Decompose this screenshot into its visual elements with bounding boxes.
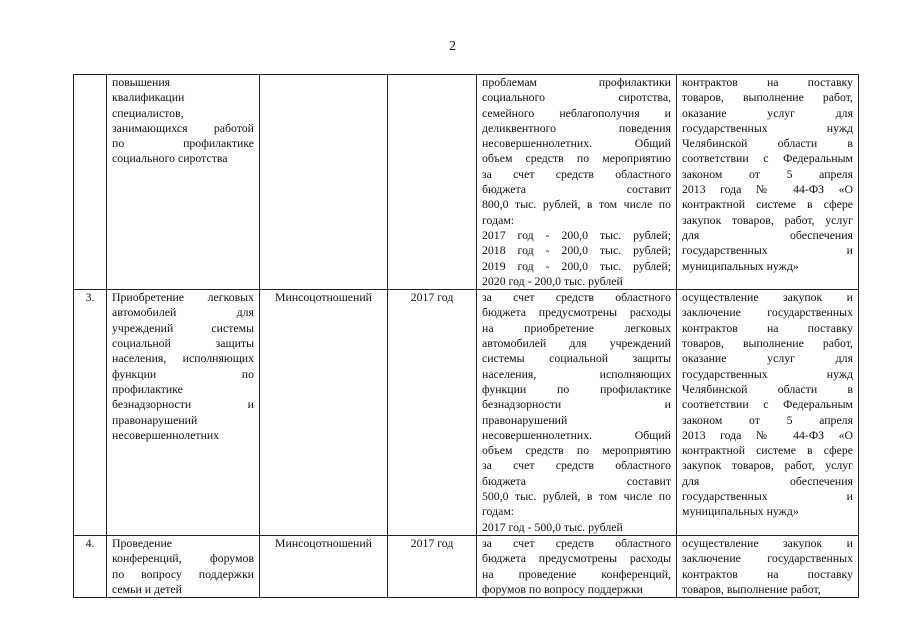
measure-name-cell xyxy=(107,535,260,597)
row-number-cell xyxy=(74,75,107,290)
cell-line: закупок товаров, работ, услуг xyxy=(682,458,853,473)
cell-line: деликвентного поведения xyxy=(482,120,671,135)
cell-line: семьи и детей xyxy=(112,581,182,596)
cell-line: автомобилей для учреждений xyxy=(482,336,671,351)
cell-line: профилактике xyxy=(112,381,183,396)
financing-cell xyxy=(477,75,677,290)
cell-line: системы социальной защиты xyxy=(482,351,671,366)
table-row xyxy=(74,290,859,536)
cell-line: Челябинской области в xyxy=(682,381,853,396)
cell-line: бюджета предусмотрены расходы xyxy=(482,551,671,566)
cell-line: за счет средств областного xyxy=(482,166,671,181)
cell-line: конференций, форумов xyxy=(112,551,254,566)
cell-line: Проведение xyxy=(112,535,172,550)
cell-line: функции по xyxy=(112,366,254,381)
cell-line: правонарушений xyxy=(112,412,198,427)
row-number-cell: 4. xyxy=(74,535,107,597)
cell-line: контрактной системе в сфере xyxy=(682,443,853,458)
cell-line: государственных и xyxy=(682,243,853,258)
cell-line: заключение государственных xyxy=(682,551,853,566)
cell-line: контрактов на поставку xyxy=(682,566,853,581)
cell-line: квалификации xyxy=(112,90,185,105)
cell-line: по вопросу поддержки xyxy=(112,566,254,581)
cell-line: по профилактике xyxy=(112,136,254,151)
cell-line: государственных нужд xyxy=(682,366,853,381)
cell-line: повышения xyxy=(112,75,171,89)
cell-line: безнадзорности и xyxy=(112,397,254,412)
cell-line: форумов по вопросу поддержки xyxy=(482,581,643,596)
table-row xyxy=(74,75,859,290)
cell-line: оказание услуг для xyxy=(682,351,853,366)
cell-line: социального сиротства, xyxy=(482,90,671,105)
cell-line: несовершеннолетних. Общий xyxy=(482,427,671,442)
measure-name-cell xyxy=(107,290,260,536)
cell-line: безнадзорности и xyxy=(482,397,671,412)
cell-line: для обеспечения xyxy=(682,473,853,488)
cell-line: заключение государственных xyxy=(682,305,853,320)
executor-cell xyxy=(260,75,388,290)
cell-line: 2013 года № 44-ФЗ «О xyxy=(682,182,853,197)
cell-line: несовершеннолетних xyxy=(112,427,220,442)
term-cell: 2017 год xyxy=(388,290,477,536)
measures-table xyxy=(73,74,859,598)
cell-line: государственных и xyxy=(682,489,853,504)
cell-line: годам: xyxy=(482,504,515,519)
cell-line: осуществление закупок и xyxy=(682,535,853,550)
cell-line: контрактов на поставку xyxy=(682,75,853,89)
cell-line: учреждений системы xyxy=(112,320,254,335)
term-cell xyxy=(388,75,477,290)
cell-line: государственных нужд xyxy=(682,120,853,135)
cell-line: специалистов, xyxy=(112,105,184,120)
cell-line: бюджета составит xyxy=(482,473,671,488)
procurement-cell xyxy=(677,75,859,290)
cell-line: социальной защиты xyxy=(112,336,254,351)
executor-cell: Минсоцотношений xyxy=(260,290,388,536)
cell-line: населения, исполняющих xyxy=(482,366,671,381)
cell-line: товаров, выполнение работ, xyxy=(682,581,821,596)
cell-line: соответствии с Федеральным xyxy=(682,151,853,166)
measure-name-cell xyxy=(107,75,260,290)
cell-line: муниципальных нужд» xyxy=(682,504,799,519)
cell-line: на приобретение легковых xyxy=(482,320,671,335)
cell-line: 2018 год - 200,0 тыс. рублей; xyxy=(482,243,671,258)
cell-line: за счет средств областного xyxy=(482,458,671,473)
cell-line: за счет средств областного xyxy=(482,535,671,550)
cell-line: соответствии с Федеральным xyxy=(682,397,853,412)
procurement-cell xyxy=(677,535,859,597)
cell-line: Челябинской области в xyxy=(682,136,853,151)
cell-line: за счет средств областного xyxy=(482,290,671,305)
cell-line: бюджета предусмотрены расходы xyxy=(482,305,671,320)
cell-line: занимающихся работой xyxy=(112,120,254,135)
term-cell: 2017 год xyxy=(388,535,477,597)
cell-line: 2013 года № 44-ФЗ «О xyxy=(682,427,853,442)
table-row xyxy=(74,535,859,597)
cell-line: несовершеннолетних. Общий xyxy=(482,136,671,151)
cell-line: закупок товаров, работ, услуг xyxy=(682,212,853,227)
cell-line: на проведение конференций, xyxy=(482,566,671,581)
cell-line: функции по профилактике xyxy=(482,381,671,396)
cell-line: 2019 год - 200,0 тыс. рублей; xyxy=(482,258,671,273)
cell-line: законом от 5 апреля xyxy=(682,412,853,427)
row-number-cell: 3. xyxy=(74,290,107,536)
cell-line: автомобилей для xyxy=(112,305,254,320)
cell-line: годам: xyxy=(482,212,515,227)
cell-line: товаров, выполнение работ, xyxy=(682,336,853,351)
cell-line: контрактов на поставку xyxy=(682,320,853,335)
cell-line: бюджета составит xyxy=(482,182,671,197)
cell-line: Приобретение легковых xyxy=(112,290,254,305)
page-number: 2 xyxy=(449,39,456,54)
cell-line: законом от 5 апреля xyxy=(682,166,853,181)
cell-line: 2020 год - 200,0 тыс. рублей xyxy=(482,273,623,288)
cell-line: правонарушений xyxy=(482,412,568,427)
cell-line: 2017 год - 200,0 тыс. рублей; xyxy=(482,227,671,242)
cell-line: проблемам профилактики xyxy=(482,75,671,89)
procurement-cell xyxy=(677,290,859,536)
cell-line: товаров, выполнение работ, xyxy=(682,90,853,105)
cell-line: населения, исполняющих xyxy=(112,351,254,366)
cell-line: 800,0 тыс. рублей, в том числе по xyxy=(482,197,671,212)
cell-line: 500,0 тыс. рублей, в том числе по xyxy=(482,489,671,504)
cell-line: оказание услуг для xyxy=(682,105,853,120)
cell-line: объем средств по мероприятию xyxy=(482,443,671,458)
financing-cell xyxy=(477,535,677,597)
cell-line: объем средств по мероприятию xyxy=(482,151,671,166)
cell-line: для обеспечения xyxy=(682,227,853,242)
cell-line: 2017 год - 500,0 тыс. рублей xyxy=(482,519,623,534)
cell-line: осуществление закупок и xyxy=(682,290,853,305)
cell-line: социального сиротства xyxy=(112,151,228,166)
financing-cell xyxy=(477,290,677,536)
cell-line: семейного неблагополучия и xyxy=(482,105,671,120)
cell-line: контрактной системе в сфере xyxy=(682,197,853,212)
cell-line: муниципальных нужд» xyxy=(682,258,799,273)
executor-cell: Минсоцотношений xyxy=(260,535,388,597)
